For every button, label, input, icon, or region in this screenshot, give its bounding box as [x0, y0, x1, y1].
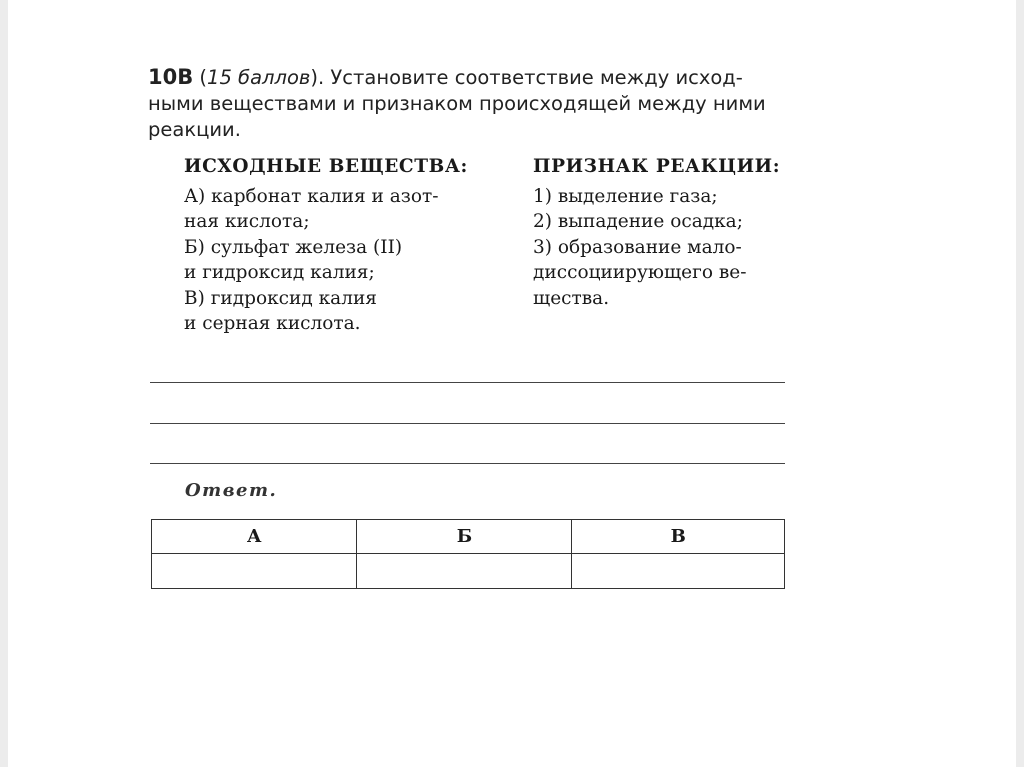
- answer-header-v: В: [572, 520, 785, 554]
- reaction-sign-line-1: 1) выделение газа;: [533, 185, 718, 207]
- reaction-sign-line-4: диссоциирующего ве-: [533, 262, 747, 283]
- task-text-line-1: Установите соответствие между исход-: [330, 66, 743, 89]
- reaction-sign-line-3: 3) образование мало-: [533, 236, 742, 258]
- task-text-line-3: реакции.: [148, 118, 241, 141]
- answer-label: Ответ.: [185, 480, 278, 501]
- page-edge-right: [1016, 0, 1024, 767]
- reactants-column: [184, 154, 468, 337]
- reactants-line-5: В) гидроксид калия: [184, 287, 377, 309]
- answer-header-a: А: [152, 520, 357, 554]
- answer-table: [151, 519, 785, 589]
- task-first-line: 10В (15 баллов). Установите соответствие между исход-: [148, 65, 743, 89]
- reactants-line-2: ная кислота;: [184, 211, 310, 232]
- answer-values-row: [152, 554, 785, 589]
- task-statement: [148, 64, 788, 143]
- answer-header-b: Б: [357, 520, 572, 554]
- reaction-sign-line-5: щества.: [533, 287, 610, 309]
- reactants-line-4: и гидроксид калия;: [184, 262, 375, 283]
- task-text-line-2: ными веществами и признаком происходящей между ними: [148, 92, 766, 115]
- answer-header-row: [152, 520, 785, 554]
- answer-cell-v[interactable]: [572, 554, 785, 589]
- reactants-line-6: и серная кислота.: [184, 313, 361, 334]
- answer-write-line-1[interactable]: [150, 382, 785, 383]
- reactants-title: ИСХОДНЫЕ ВЕЩЕСТВА:: [184, 156, 468, 177]
- answer-cell-a[interactable]: [152, 554, 357, 589]
- task-points: 15 баллов: [207, 66, 311, 89]
- answer-write-line-2[interactable]: [150, 423, 785, 424]
- answer-cell-b[interactable]: [357, 554, 572, 589]
- reaction-signs-title: ПРИЗНАК РЕАКЦИИ:: [533, 156, 781, 177]
- reaction-signs-column: [533, 154, 780, 311]
- reactants-line-3: Б) сульфат железа (II): [184, 236, 403, 258]
- answer-write-line-3[interactable]: [150, 463, 785, 464]
- reactants-line-1: А) карбонат калия и азот-: [184, 185, 439, 207]
- page-edge-left: [0, 0, 8, 767]
- reaction-sign-line-2: 2) выпадение осадка;: [533, 211, 743, 232]
- task-number: 10В: [148, 65, 194, 89]
